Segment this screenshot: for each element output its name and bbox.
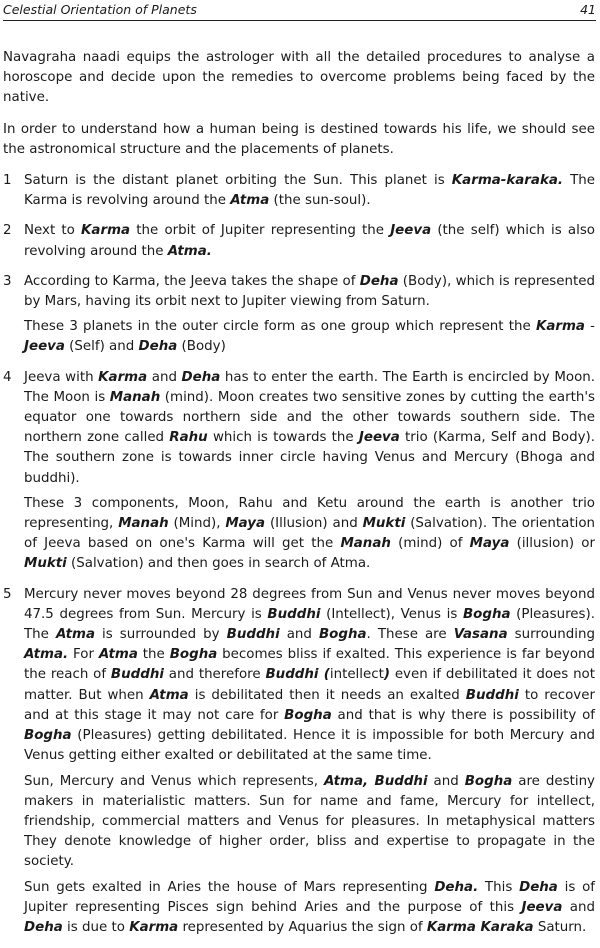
emphasized-term: Deha (181, 369, 221, 385)
emphasized-term: Jeeva (521, 899, 563, 915)
intro-paragraph: In order to understand how a human being is destined towards his life, we should see the astronomical structure and the placements of planets. (3, 121, 595, 157)
emphasized-term: Manah (109, 389, 161, 405)
emphasized-term: Deha (24, 919, 63, 935)
list-item (3, 585, 595, 938)
emphasized-term: Karma (535, 319, 585, 335)
list-item-paragraph: Next to Karma the orbit of Jupiter representing the Jeeva (the self) which is also revolving around the Atma. (24, 223, 596, 259)
emphasized-term: Buddhi (267, 606, 321, 622)
list-item-paragraph: Jeeva with Karma and Deha has to enter the earth. The Earth is encircled by Moon. The Moon is Manah (mind). Moon creates two sensitive zones by cutting the earth's equator one towards northern side and the other towards southern side. The northern zone called Rahu which is towards the Jeeva trio (Karma, Self and Body). The southern zone is towards inner circle having Venus and Mercury (Bhoga and buddhi). (24, 369, 595, 486)
emphasized-term: ) (383, 667, 390, 683)
page-number: 41 (580, 2, 596, 17)
emphasized-term: Buddhi (110, 667, 164, 683)
list-item-paragraph: Sun gets exalted in Aries the house of Mars representing Deha. This Deha is of Jupiter representing Pisces sign behind Aries and the purpose of this Jeeva and Deha is due to Karma represented by Aquarius the sign of Karma Karaka Saturn. (24, 879, 595, 935)
emphasized-term: Mukti (362, 516, 406, 532)
emphasized-term: Rahu (169, 430, 208, 446)
emphasized-term: Atma (149, 687, 189, 703)
emphasized-term: Jeeva (358, 430, 400, 446)
list-item-number: 5 (3, 586, 12, 602)
emphasized-term: Atma, Buddhi (324, 773, 428, 789)
list-item-paragraph: These 3 components, Moon, Rahu and Ketu around the earth is another trio representing, Manah (Mind), Maya (Illusion) and Mukti (Salvation). The orientation of Jeeva based on one's Karma will get the Manah (mind) of Maya (illusion) or Mukti (Salvation) and then goes in search of Atma. (24, 495, 596, 572)
emphasized-term: Karma (129, 919, 179, 935)
emphasized-term: Buddhi (465, 687, 519, 703)
emphasized-term: Bogha (284, 707, 332, 723)
emphasized-term: Karma (98, 369, 148, 385)
emphasized-term: Buddhi ( (265, 667, 330, 683)
list-item-number: 4 (3, 369, 12, 385)
emphasized-term: Atma (98, 647, 138, 663)
page-body (3, 48, 595, 948)
emphasized-term: Maya (225, 516, 266, 532)
emphasized-term: Bogha (464, 773, 513, 789)
emphasized-term: Karma Karaka (426, 919, 534, 935)
list-item-paragraph: These 3 planets in the outer circle form as one group which represent the Karma - Jeeva (Self) and Deha (Body) (24, 319, 596, 355)
emphasized-term: Bogha (24, 728, 72, 744)
list-item (3, 171, 595, 211)
running-header (3, 0, 596, 21)
list-item (3, 221, 595, 261)
emphasized-term: Maya (469, 536, 510, 552)
emphasized-term: Buddhi (226, 627, 280, 643)
list-item-number: 1 (3, 173, 12, 189)
emphasized-term: Karma (81, 223, 131, 239)
emphasized-term: Manah (340, 536, 391, 552)
intro-paragraph: Navagraha naadi equips the astrologer with all the detailed procedures to analyse a horoscope and decide upon the remedies to overcome problems being faced by the native. (3, 50, 595, 106)
list-item-paragraph: Mercury never moves beyond 28 degrees from Sun and Venus never moves beyond 47.5 degrees from Sun. Mercury is Buddhi (Intellect), Venus is Bogha (Pleasures). The Atma is surrounded by Buddhi and Bogha. These are Vasana surrounding Atma. For Atma the Bogha becomes bliss if exalted. This experience is far beyond the reach of Buddhi and therefore Buddhi (intellect) even if debilitated it does not matter. But when Atma is debilitated then it needs an exalted Buddhi to recover and at this stage it may not care for Bogha and that is why there is possibility of Bogha (Pleasures) getting debilitated. Hence it is impossible for both Mercury and Venus getting either exalted or debilitated at the same time. (24, 586, 595, 764)
list-item (3, 272, 595, 358)
emphasized-term: Bogha (462, 606, 511, 622)
emphasized-term: Deha. (434, 879, 479, 895)
list-item (3, 368, 595, 575)
list-item-paragraph: Saturn is the distant planet orbiting the Sun. This planet is Karma-karaka. The Karma is revolving around the Atma (the sun-soul). (24, 173, 595, 209)
chapter-title: Celestial Orientation of Planets (3, 2, 197, 17)
emphasized-term: Deha (519, 879, 558, 895)
emphasized-term: Karma-karaka. (451, 173, 563, 189)
emphasized-term: Vasana (453, 627, 508, 643)
list-item-paragraph: Sun, Mercury and Venus which represents, Atma, Buddhi and Bogha are destiny makers in materialistic matters. Sun for name and fame, Mercury for intellect, friendship, commercial matters and Venus for pleasures. In metaphysical matters They denote knowledge of higher order, bliss and expertise to propagate in the society. (24, 773, 595, 870)
emphasized-term: Mukti (24, 556, 67, 572)
emphasized-term: Bogha (318, 627, 367, 643)
numbered-list (3, 171, 595, 938)
emphasized-term: Atma (55, 627, 95, 643)
emphasized-term: Deha (138, 339, 178, 355)
list-item-number: 3 (3, 273, 12, 289)
emphasized-term: Atma (230, 193, 270, 209)
emphasized-term: Atma. (167, 243, 212, 259)
emphasized-term: Bogha (169, 647, 218, 663)
emphasized-term: Jeeva (390, 223, 432, 239)
emphasized-term: Deha (359, 273, 399, 289)
list-item-paragraph: According to Karma, the Jeeva takes the shape of Deha (Body), which is represented by Mars, having its orbit next to Jupiter viewing from Saturn. (24, 273, 596, 310)
emphasized-term: Jeeva (24, 339, 65, 355)
emphasized-term: Atma. (24, 647, 69, 663)
emphasized-term: Manah (118, 516, 169, 532)
list-item-number: 2 (3, 223, 12, 239)
